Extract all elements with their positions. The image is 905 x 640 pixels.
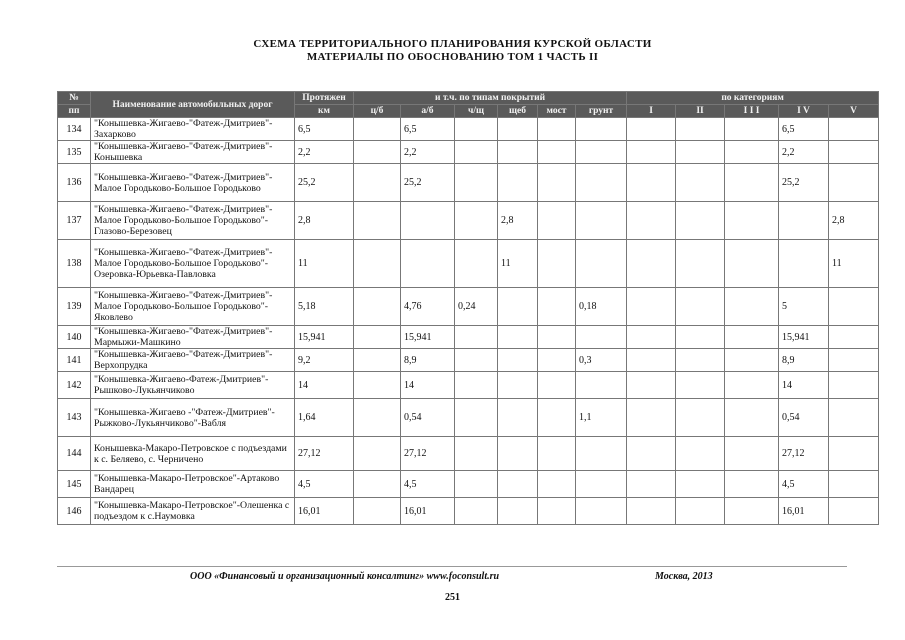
cell-c5 xyxy=(829,471,879,498)
table-row xyxy=(58,141,879,164)
cell-c4: 14 xyxy=(779,372,829,399)
cell-c3 xyxy=(725,164,779,202)
cell-c2 xyxy=(676,399,725,437)
table-row xyxy=(58,498,879,525)
cell-c5 xyxy=(829,372,879,399)
cell-most xyxy=(538,437,576,471)
table-row xyxy=(58,240,879,288)
table-row xyxy=(58,399,879,437)
cell-ab: 15,941 xyxy=(401,326,455,349)
cell-chts: 0,24 xyxy=(455,288,498,326)
cell-cb xyxy=(354,437,401,471)
cell-cb xyxy=(354,326,401,349)
cell-c5: 2,8 xyxy=(829,202,879,240)
footer-divider xyxy=(57,566,847,567)
cell-c5: 11 xyxy=(829,240,879,288)
cell-cb xyxy=(354,164,401,202)
cell-chts xyxy=(455,372,498,399)
cell-c4 xyxy=(779,202,829,240)
cell-ab: 2,2 xyxy=(401,141,455,164)
table-row xyxy=(58,326,879,349)
table-body xyxy=(58,118,879,525)
cell-scheb xyxy=(498,437,538,471)
cell-most xyxy=(538,118,576,141)
header-ab: а/б xyxy=(401,105,455,118)
header-pp: пп xyxy=(58,105,91,118)
cell-grunt xyxy=(576,372,627,399)
header-grunt: грунт xyxy=(576,105,627,118)
cell-scheb: 2,8 xyxy=(498,202,538,240)
document-subtitle: МАТЕРИАЛЫ ПО ОБОСНОВАНИЮ ТОМ 1 ЧАСТЬ II xyxy=(306,51,599,63)
cell-chts xyxy=(455,437,498,471)
cell-cb xyxy=(354,498,401,525)
cell-scheb xyxy=(498,372,538,399)
cell-c3 xyxy=(725,202,779,240)
cell-ab: 25,2 xyxy=(401,164,455,202)
row-road-name: "Конышевка-Макаро-Петровское"-Артаково Вандарец xyxy=(91,471,295,498)
cell-km: 15,941 xyxy=(295,326,354,349)
table-row xyxy=(58,118,879,141)
cell-scheb xyxy=(498,141,538,164)
header-cat-3: I I I xyxy=(725,105,779,118)
cell-scheb xyxy=(498,498,538,525)
cell-c3 xyxy=(725,498,779,525)
cell-grunt xyxy=(576,202,627,240)
cell-most xyxy=(538,471,576,498)
cell-grunt xyxy=(576,326,627,349)
cell-c3 xyxy=(725,118,779,141)
cell-c1 xyxy=(627,372,676,399)
cell-km: 2,2 xyxy=(295,141,354,164)
cell-ab: 27,12 xyxy=(401,437,455,471)
table-row xyxy=(58,349,879,372)
row-number: 137 xyxy=(58,202,91,240)
row-number: 143 xyxy=(58,399,91,437)
cell-most xyxy=(538,326,576,349)
cell-km: 9,2 xyxy=(295,349,354,372)
cell-most xyxy=(538,202,576,240)
row-number: 142 xyxy=(58,372,91,399)
cell-scheb xyxy=(498,399,538,437)
row-number: 136 xyxy=(58,164,91,202)
cell-grunt xyxy=(576,240,627,288)
cell-cb xyxy=(354,471,401,498)
cell-km: 4,5 xyxy=(295,471,354,498)
cell-scheb xyxy=(498,118,538,141)
cell-chts xyxy=(455,141,498,164)
table-header xyxy=(58,92,879,118)
cell-grunt xyxy=(576,437,627,471)
row-number: 144 xyxy=(58,437,91,471)
cell-cb xyxy=(354,372,401,399)
cell-grunt xyxy=(576,118,627,141)
cell-c5 xyxy=(829,141,879,164)
cell-c5 xyxy=(829,498,879,525)
cell-c2 xyxy=(676,471,725,498)
cell-c1 xyxy=(627,471,676,498)
cell-km: 11 xyxy=(295,240,354,288)
cell-chts xyxy=(455,399,498,437)
cell-ab: 14 xyxy=(401,372,455,399)
cell-ab: 4,76 xyxy=(401,288,455,326)
roads-table xyxy=(57,91,879,525)
cell-c3 xyxy=(725,349,779,372)
header-cb: ц/б xyxy=(354,105,401,118)
cell-c2 xyxy=(676,118,725,141)
cell-scheb xyxy=(498,164,538,202)
cell-c5 xyxy=(829,164,879,202)
cell-c2 xyxy=(676,288,725,326)
cell-chts xyxy=(455,164,498,202)
cell-most xyxy=(538,399,576,437)
cell-c4: 0,54 xyxy=(779,399,829,437)
cell-c4: 16,01 xyxy=(779,498,829,525)
cell-c3 xyxy=(725,326,779,349)
cell-ab: 16,01 xyxy=(401,498,455,525)
cell-c4: 2,2 xyxy=(779,141,829,164)
cell-c2 xyxy=(676,141,725,164)
cell-c4: 6,5 xyxy=(779,118,829,141)
row-road-name: "Конышевка-Жигаево-"Фатеж-Дмитриев"-Верхопрудка xyxy=(91,349,295,372)
header-km: км xyxy=(295,105,354,118)
cell-c3 xyxy=(725,372,779,399)
header-by-surface: и т.ч. по типам покрытий xyxy=(354,92,627,105)
cell-grunt: 0,18 xyxy=(576,288,627,326)
header-by-category: по категориям xyxy=(627,92,879,105)
cell-km: 5,18 xyxy=(295,288,354,326)
row-road-name: "Конышевка-Жигаево-"Фатеж-Дмитриев"-Малое Городьково-Большое Городьково"-Озеровка-Юрьевка-Павловка xyxy=(91,240,295,288)
cell-c5 xyxy=(829,437,879,471)
cell-scheb xyxy=(498,349,538,372)
row-number: 145 xyxy=(58,471,91,498)
cell-c5 xyxy=(829,326,879,349)
cell-c2 xyxy=(676,164,725,202)
cell-c1 xyxy=(627,118,676,141)
cell-c3 xyxy=(725,240,779,288)
header-cat-5: V xyxy=(829,105,879,118)
header-cat-2: II xyxy=(676,105,725,118)
cell-chts xyxy=(455,326,498,349)
cell-km: 6,5 xyxy=(295,118,354,141)
cell-scheb xyxy=(498,471,538,498)
table-row xyxy=(58,372,879,399)
cell-c1 xyxy=(627,437,676,471)
cell-c1 xyxy=(627,326,676,349)
cell-ab xyxy=(401,240,455,288)
header-no: № xyxy=(58,92,91,105)
cell-chts xyxy=(455,498,498,525)
cell-chts xyxy=(455,118,498,141)
cell-cb xyxy=(354,118,401,141)
cell-c5 xyxy=(829,288,879,326)
cell-c1 xyxy=(627,498,676,525)
row-road-name: "Конышевка-Макаро-Петровское"-Олешенка с подъездом к с.Наумовка xyxy=(91,498,295,525)
cell-c4: 27,12 xyxy=(779,437,829,471)
cell-grunt xyxy=(576,164,627,202)
cell-km: 1,64 xyxy=(295,399,354,437)
cell-chts xyxy=(455,349,498,372)
row-number: 140 xyxy=(58,326,91,349)
cell-ab xyxy=(401,202,455,240)
header-length: Протяжен xyxy=(295,92,354,105)
header-scheb: щеб xyxy=(498,105,538,118)
cell-c1 xyxy=(627,240,676,288)
cell-km: 27,12 xyxy=(295,437,354,471)
cell-most xyxy=(538,372,576,399)
cell-c2 xyxy=(676,349,725,372)
row-road-name: Конышевка-Макаро-Петровское с подъездами к с. Беляево, с. Черничено xyxy=(91,437,295,471)
row-number: 141 xyxy=(58,349,91,372)
row-road-name: "Конышевка-Жигаево-"Фатеж-Дмитриев"-Малое Городьково-Большое Городьково"-Яковлево xyxy=(91,288,295,326)
cell-ab: 6,5 xyxy=(401,118,455,141)
cell-c5 xyxy=(829,349,879,372)
row-road-name: "Конышевка-Жигаево-"Фатеж-Дмитриев"-Захарково xyxy=(91,118,295,141)
cell-c2 xyxy=(676,326,725,349)
cell-c4: 8,9 xyxy=(779,349,829,372)
table-row xyxy=(58,202,879,240)
row-road-name: "Конышевка-Жигаево -"Фатеж-Дмитриев"- Рыжково-Лукьянчиково"-Вабля xyxy=(91,399,295,437)
cell-scheb: 11 xyxy=(498,240,538,288)
page-number: 251 xyxy=(445,592,460,603)
cell-grunt xyxy=(576,471,627,498)
cell-c2 xyxy=(676,437,725,471)
cell-ab: 8,9 xyxy=(401,349,455,372)
cell-c2 xyxy=(676,240,725,288)
row-road-name: "Конышевка-Жигаево-Фатеж-Дмитриев"-Рышково-Лукьянчиково xyxy=(91,372,295,399)
cell-c1 xyxy=(627,399,676,437)
row-road-name: "Конышевка-Жигаево-"Фатеж-Дмитриев"-Конышевка xyxy=(91,141,295,164)
cell-most xyxy=(538,349,576,372)
row-number: 139 xyxy=(58,288,91,326)
document-title: СХЕМА ТЕРРИТОРИАЛЬНОГО ПЛАНИРОВАНИЯ КУРСКОЙ ОБЛАСТИ xyxy=(253,38,652,50)
table-row xyxy=(58,288,879,326)
cell-chts xyxy=(455,202,498,240)
cell-c3 xyxy=(725,437,779,471)
cell-grunt: 1,1 xyxy=(576,399,627,437)
cell-c3 xyxy=(725,471,779,498)
cell-grunt xyxy=(576,498,627,525)
table-row xyxy=(58,164,879,202)
cell-km: 16,01 xyxy=(295,498,354,525)
cell-most xyxy=(538,141,576,164)
cell-scheb xyxy=(498,288,538,326)
row-road-name: "Конышевка-Жигаево-"Фатеж-Дмитриев"-Мармыжи-Машкино xyxy=(91,326,295,349)
cell-c4 xyxy=(779,240,829,288)
cell-c1 xyxy=(627,288,676,326)
cell-grunt xyxy=(576,141,627,164)
cell-c3 xyxy=(725,141,779,164)
header-cat-4: I V xyxy=(779,105,829,118)
table-row xyxy=(58,437,879,471)
cell-cb xyxy=(354,399,401,437)
cell-km: 25,2 xyxy=(295,164,354,202)
cell-c4: 15,941 xyxy=(779,326,829,349)
row-road-name: "Конышевка-Жигаево-"Фатеж-Дмитриев"-Малое Городьково-Большое Городьково xyxy=(91,164,295,202)
cell-c2 xyxy=(676,372,725,399)
cell-km: 14 xyxy=(295,372,354,399)
cell-c1 xyxy=(627,164,676,202)
cell-chts xyxy=(455,240,498,288)
cell-chts xyxy=(455,471,498,498)
cell-cb xyxy=(354,349,401,372)
cell-c4: 4,5 xyxy=(779,471,829,498)
header-chts: ч/щ xyxy=(455,105,498,118)
row-number: 135 xyxy=(58,141,91,164)
header-cat-1: I xyxy=(627,105,676,118)
cell-most xyxy=(538,164,576,202)
cell-c2 xyxy=(676,498,725,525)
cell-km: 2,8 xyxy=(295,202,354,240)
cell-most xyxy=(538,498,576,525)
cell-most xyxy=(538,288,576,326)
cell-cb xyxy=(354,141,401,164)
cell-c3 xyxy=(725,399,779,437)
cell-scheb xyxy=(498,326,538,349)
row-road-name: "Конышевка-Жигаево-"Фатеж-Дмитриев"-Малое Городьково-Большое Городьково"-Глазово-Березовец xyxy=(91,202,295,240)
cell-c4: 25,2 xyxy=(779,164,829,202)
cell-cb xyxy=(354,202,401,240)
cell-c1 xyxy=(627,349,676,372)
table-row xyxy=(58,471,879,498)
cell-ab: 0,54 xyxy=(401,399,455,437)
cell-c1 xyxy=(627,202,676,240)
cell-most xyxy=(538,240,576,288)
cell-c3 xyxy=(725,288,779,326)
cell-ab: 4,5 xyxy=(401,471,455,498)
cell-cb xyxy=(354,240,401,288)
footer-company: ООО «Финансовый и организационный консалтинг» www.foconsult.ru xyxy=(190,571,500,582)
cell-c1 xyxy=(627,141,676,164)
row-number: 138 xyxy=(58,240,91,288)
cell-grunt: 0,3 xyxy=(576,349,627,372)
cell-c5 xyxy=(829,118,879,141)
row-number: 146 xyxy=(58,498,91,525)
cell-c4: 5 xyxy=(779,288,829,326)
cell-cb xyxy=(354,288,401,326)
row-number: 134 xyxy=(58,118,91,141)
cell-c5 xyxy=(829,399,879,437)
header-most: мост xyxy=(538,105,576,118)
header-road-name: Наименование автомобильных дорог xyxy=(91,92,295,118)
cell-c2 xyxy=(676,202,725,240)
footer-city-year: Москва, 2013 xyxy=(655,571,713,582)
